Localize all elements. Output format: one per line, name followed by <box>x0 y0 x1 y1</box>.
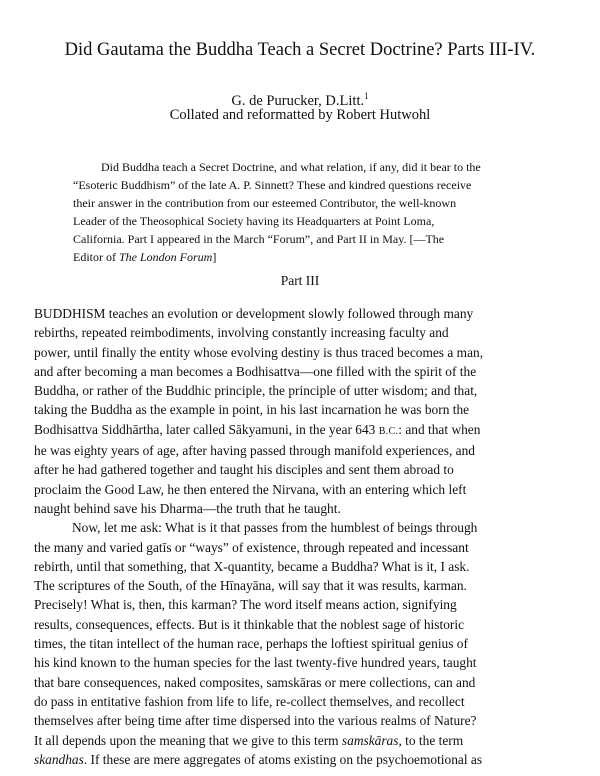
paragraph-2-line: do pass in entitative fashion from life to life, re-collect themselves, and recollect <box>34 693 465 709</box>
paragraph-1-line: BUDDHISM teaches an evolution or development slowly followed through many <box>34 306 474 321</box>
footnote-mark[interactable]: 1 <box>364 91 369 101</box>
term-skandhas: skandhas <box>34 751 84 767</box>
paragraph-1-line: taking the Buddha as the example in point, in his last incarnation he was born the <box>34 402 470 418</box>
abstract-line: their answer in the contribution from our esteemed Contributor, the well-known <box>73 196 457 210</box>
paragraph-1-line: naught behind save his Dharma—the truth that he taught. <box>34 500 341 516</box>
collated-by-line: Collated and reformatted by Robert Hutwohl <box>169 107 431 123</box>
paragraph-2-line: skandhas. If these are mere aggregates of atoms existing on the psychoemotional as <box>34 751 483 767</box>
editor-abstract <box>73 158 529 266</box>
paragraph-1-line: he was eighty years of age, after having passed through manifold experiences, and <box>34 443 475 459</box>
paragraph-1-line: after he had gathered together and taught his disciples and sent them abroad to <box>34 462 454 478</box>
paragraph-2-line: themselves after being time after time dispersed into the various realms of Nature? <box>34 713 477 729</box>
publication-title: The London Forum <box>119 250 213 264</box>
paragraph-2-line: Precisely! What is, then, this karman? The word itself means action, signifying <box>34 597 457 613</box>
abstract-line: “Esoteric Buddhism” of the late A. P. Sinnett? These and kindred questions receive <box>73 178 472 192</box>
paragraph-1-line: Bodhisattva Siddhārtha, later called Sākyamuni, in the year 643 B.C.: and that when <box>34 421 481 437</box>
term-samskaras: samskāras <box>341 732 399 748</box>
paragraph-2-line: that bare consequences, naked composites, samskāras or mere collections, can and <box>34 674 476 690</box>
paragraph-2-line: the many and varied gatīs or “ways” of existence, through repeated and incessant <box>34 539 469 555</box>
era-abbrev: B.C. <box>378 425 399 437</box>
paragraph-2-line: It all depends upon the meaning that we give to this term samskāras, to the term <box>34 732 464 748</box>
paragraph-2-line: Now, let me ask: What is it that passes from the humblest of beings through <box>72 520 478 536</box>
paragraph-1-line: Buddha, or rather of the Buddhic principle, the principle of utter wisdom; and that, <box>34 383 478 399</box>
paragraph-1-line: power, until finally the entity whose evolving destiny is thus traced becomes a man, <box>34 344 484 360</box>
paragraph-1-line: and after becoming a man becomes a Bodhisattva—one filled with the spirit of the <box>34 363 477 379</box>
paragraph-2-line: The scriptures of the South, of the Hīnayāna, will say that it was results, karman. <box>34 578 467 594</box>
abstract-line: Leader of the Theosophical Society having its Headquarters at Point Loma, <box>73 214 435 228</box>
paragraph-1-line: rebirths, repeated reimbodiments, involving constantly increasing faculty and <box>34 325 449 341</box>
author-name: G. de Purucker, D.Litt. <box>231 93 365 109</box>
abstract-line: Editor of The London Forum] <box>73 250 217 264</box>
part-heading: Part III <box>280 273 320 288</box>
paragraph-2-line: results, consequences, effects. But is it thinkable that the noblest sage of historic <box>34 616 465 632</box>
document-title: Did Gautama the Buddha Teach a Secret Doctrine? Parts III-IV. <box>64 40 536 60</box>
paragraph-2-line: times, the titan intellect of the human race, perhaps the loftiest spiritual genius of <box>34 636 468 652</box>
body-text <box>34 304 568 769</box>
paragraph-2-line: his kind known to the human species for the last twenty-five hundred years, taught <box>34 655 477 671</box>
abstract-line: California. Part I appeared in the March “Forum”, and Part II in May. [—The <box>73 232 445 246</box>
paragraph-2-line: rebirth, until that something, that X-quantity, became a Buddha? What is it, I ask. <box>34 558 470 574</box>
paragraph-1-line: proclaim the Good Law, he then entered the Nirvana, with an entering which left <box>34 481 467 497</box>
abstract-line: Did Buddha teach a Secret Doctrine, and what relation, if any, did it bear to the <box>101 160 481 174</box>
